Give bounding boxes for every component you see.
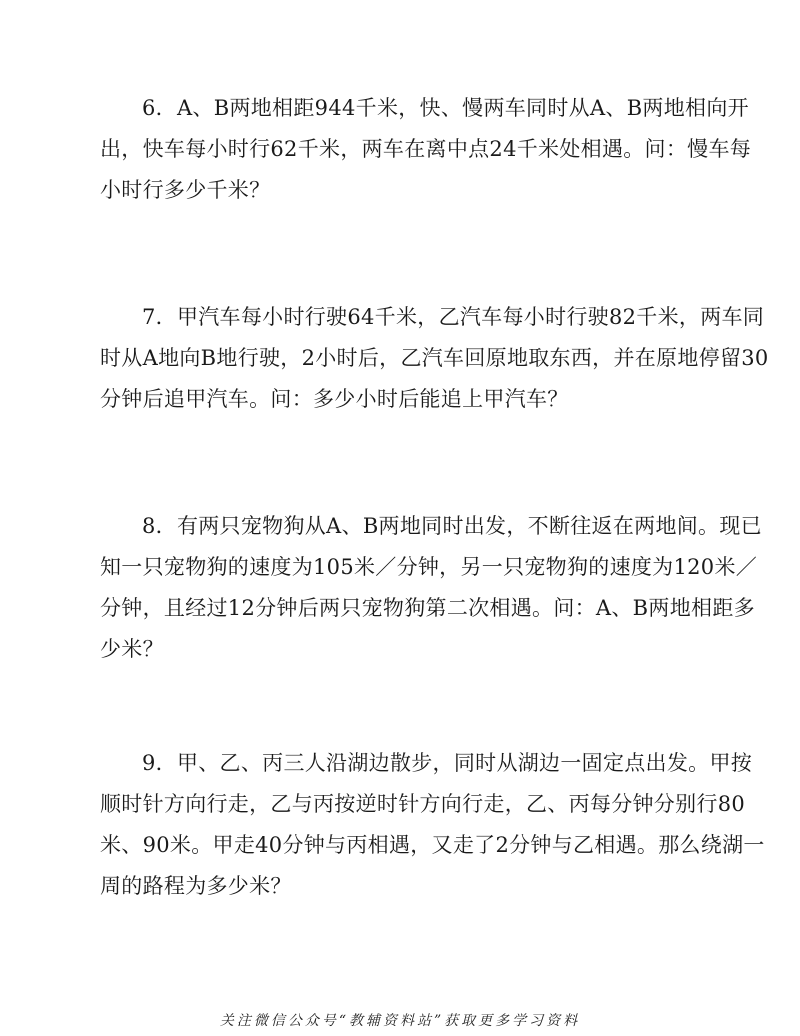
problem-9: [100, 743, 765, 907]
problem-8-line-4: 少米？: [100, 637, 164, 661]
problem-8-line-3: 分钟，且经过12分钟后两只宠物狗第二次相遇。问：A、B两地相距多: [100, 596, 755, 620]
problem-8: [100, 506, 762, 670]
problem-9-line-1: 9．甲、乙、丙三人沿湖边散步，同时从湖边一固定点出发。甲按: [142, 751, 753, 775]
problem-9-line-3: 米、90米。甲走40分钟与丙相遇，又走了2分钟与乙相遇。那么绕湖一: [100, 833, 765, 857]
problem-7-line-3: 分钟后追甲汽车。问：多少小时后能追上甲汽车？: [100, 387, 569, 411]
problem-6-line-1: 6．A、B两地相距944千米，快、慢两车同时从A、B两地相向开: [142, 96, 749, 120]
problem-9-line-4: 周的路程为多少米？: [100, 874, 292, 898]
problem-6-line-3: 小时行多少千米？: [100, 178, 271, 202]
footer-promo-text: 关注微信公众号“教辅资料站”获取更多学习资料: [219, 1013, 581, 1029]
problem-6: [100, 88, 752, 211]
problem-7-line-1: 7．甲汽车每小时行驶64千米，乙汽车每小时行驶82千米，两车同: [142, 305, 765, 329]
problem-8-line-1: 8．有两只宠物狗从A、B两地同时出发，不断往返在两地间。现已: [142, 514, 762, 538]
problem-7: [100, 297, 769, 420]
problem-6-line-2: 出，快车每小时行62千米，两车在离中点24千米处相遇。问：慢车每: [100, 137, 752, 161]
problem-7-line-2: 时从A地向B地行驶，2小时后，乙汽车回原地取东西，并在原地停留30: [100, 346, 769, 370]
problem-9-line-2: 顺时针方向行走，乙与丙按逆时针方向行走，乙、丙每分钟分别行80: [100, 792, 746, 816]
problem-8-line-2: 知一只宠物狗的速度为105米／分钟，另一只宠物狗的速度为120米／: [100, 555, 758, 579]
